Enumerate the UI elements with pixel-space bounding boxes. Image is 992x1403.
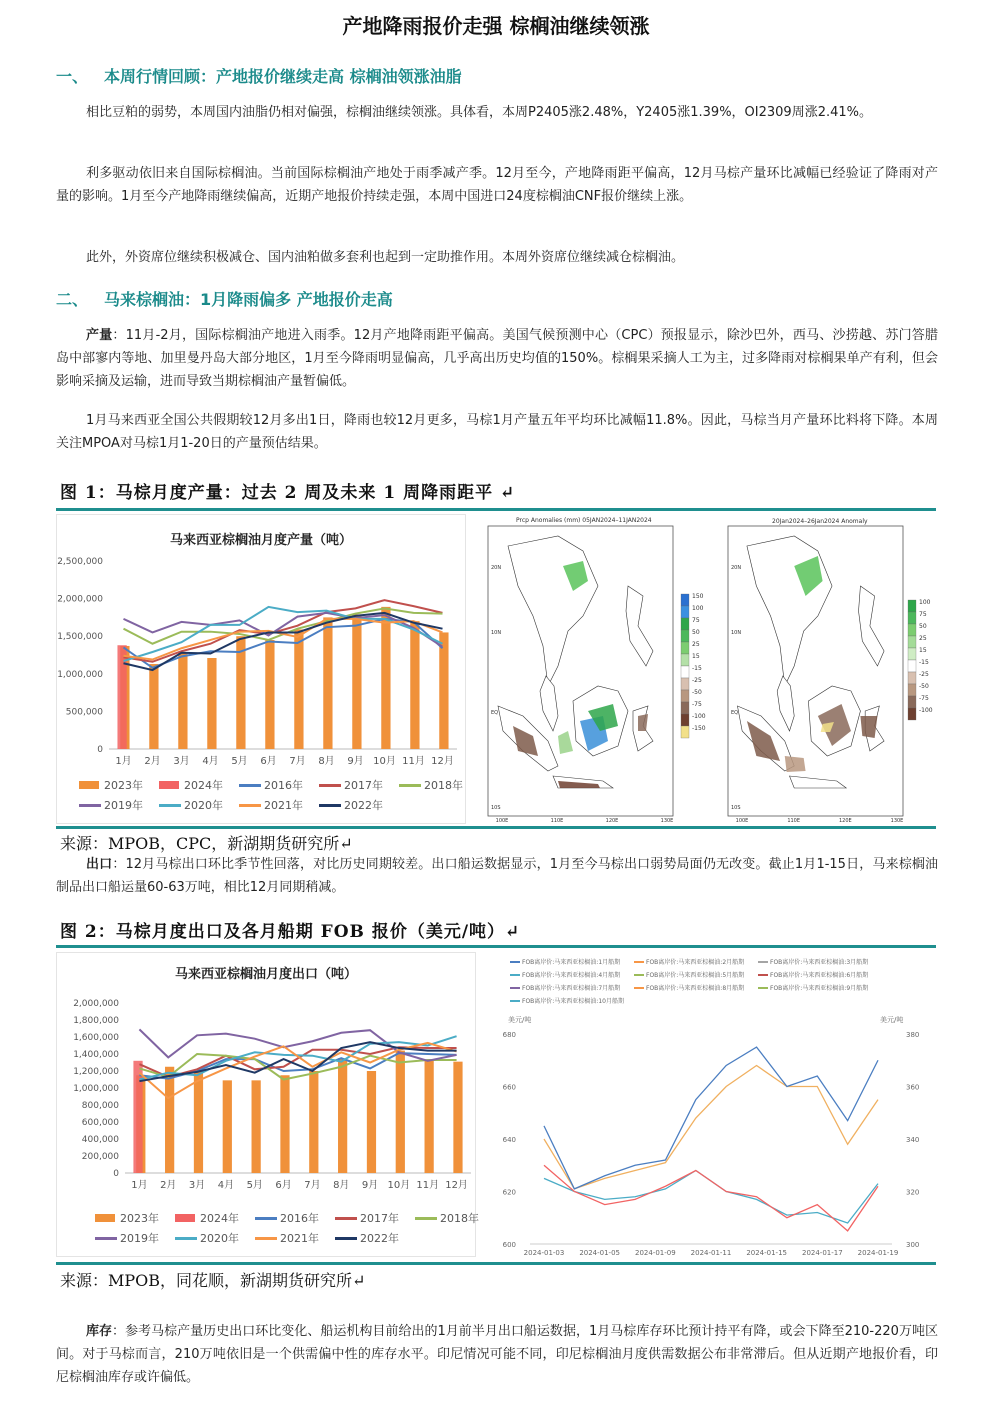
fob-legend-label: FOB离岸价:马来西亚棕榈油:10月船期	[522, 998, 624, 1005]
fob-legend-swatch	[634, 974, 644, 976]
rainfall-map-left	[468, 514, 718, 824]
colorbar-tick: 15	[692, 653, 700, 660]
colorbar-tick: 25	[692, 641, 700, 648]
section-2-heading	[56, 287, 393, 310]
colorbar-tick: -15	[692, 665, 702, 672]
fob-right-tick: 320	[906, 1188, 920, 1197]
colorbar-tick: 50	[692, 629, 700, 636]
y-tick-label: 400,000	[81, 1135, 119, 1145]
colorbar-cell	[908, 660, 916, 672]
x-tick-label: 9月	[347, 756, 364, 767]
legend-swatch	[335, 1217, 357, 1220]
colorbar-tick: -75	[919, 695, 929, 702]
legend-swatch	[175, 1214, 195, 1222]
rainfall-map-right-svg	[720, 514, 936, 824]
y-tick-label: 1,800,000	[73, 1016, 119, 1026]
colorbar-cell	[681, 666, 689, 678]
legend-label: 2019年	[104, 799, 143, 812]
section-1-number: 一、	[56, 67, 89, 86]
bar-2023年	[223, 1080, 232, 1173]
colorbar-cell	[681, 690, 689, 702]
x-tick-label: 5月	[231, 756, 248, 767]
y-tick-label: 2,000,000	[73, 999, 119, 1009]
x-tick-label: 6月	[260, 756, 277, 767]
fob-left-unit: 美元/吨	[508, 1016, 532, 1024]
figure-2-top-rule	[56, 945, 936, 948]
y-tick-label: 0	[97, 745, 103, 755]
colorbar-cell	[681, 654, 689, 666]
legend-swatch	[335, 1237, 357, 1240]
legend-swatch	[255, 1217, 277, 1220]
colorbar-cell	[908, 612, 916, 624]
bar-2023年	[367, 1071, 376, 1173]
y-tick-label: 1,400,000	[73, 1050, 119, 1060]
map-left-colorbar	[681, 593, 706, 738]
x-tick-label: 2月	[160, 1180, 177, 1191]
legend-swatch	[79, 804, 101, 807]
bar-2024年	[133, 1061, 142, 1173]
x-tick-label: 6月	[275, 1180, 292, 1191]
fob-legend-label: FOB离岸价:马来西亚棕榈油:7月船期	[522, 985, 621, 992]
fob-legend-swatch	[634, 961, 644, 963]
y-tick-label: 2,500,000	[57, 557, 103, 567]
fob-right-tick: 340	[906, 1136, 920, 1144]
legend-swatch	[415, 1217, 437, 1220]
legend-label: 2017年	[344, 779, 383, 792]
y-tick-label: 200,000	[81, 1152, 119, 1162]
colorbar-cell	[681, 702, 689, 714]
fob-legend-swatch	[758, 961, 768, 963]
x-tick-label: 4月	[217, 1180, 235, 1191]
map-lon-label: 110E	[550, 818, 564, 824]
bar-2023年	[425, 1060, 434, 1173]
fob-series-line	[544, 1171, 878, 1224]
section-2-title: 马来棕榈油：1月降雨偏多 产地报价走高	[104, 290, 393, 309]
map-lat-label: 10S	[491, 805, 501, 811]
legend-label: 2020年	[184, 799, 223, 812]
x-tick-label: 5月	[246, 1180, 263, 1191]
fob-x-tick: 2024-01-09	[634, 1249, 676, 1257]
fob-legend-swatch	[634, 987, 644, 989]
legend-label: 2017年	[360, 1212, 399, 1225]
colorbar-tick: 75	[919, 611, 927, 618]
legend-swatch	[239, 784, 261, 787]
colorbar-cell	[681, 726, 689, 738]
map-right-colorbar	[908, 599, 933, 720]
legend-label: 2023年	[104, 779, 143, 792]
colorbar-cell	[908, 672, 916, 684]
map-lat-label: 10N	[731, 630, 742, 636]
figure-1-title: 图 1：马棕月度产量：过去 2 周及未来 1 周降雨距平 ↵	[60, 483, 516, 503]
fob-left-tick: 620	[502, 1188, 516, 1197]
x-tick-label: 8月	[318, 756, 335, 767]
legend-swatch	[255, 1237, 277, 1240]
legend-swatch	[399, 784, 421, 787]
section-1-paragraph-1: 相比豆粕的弱势，本周国内油脂仍相对偏强，棕榈油继续领涨。具体看，本周P2405涨2.48%，Y2405涨1.39%，OI2309周涨2.41%。	[86, 105, 872, 120]
colorbar-cell	[681, 618, 689, 630]
section-1-paragraph-3: 此外，外资席位继续积极减仓、国内油粕做多套利也起到一定助推作用。本周外资席位继续减仓棕榈油。	[86, 250, 685, 265]
rainfall-map-left-svg	[468, 514, 718, 824]
legend-label: 2020年	[200, 1232, 239, 1245]
production-text: ：11月-2月，国际棕榈油产地进入雨季。12月产地降雨距平偏高。美国气候预测中心（CPC）预报显示，除沙巴外，西马、沙捞越、苏门答腊岛中部寥内等地、加里曼丹岛大部分地区，1月至今降雨明显偏高，几乎高出历史均值的150%。棕榈果采摘人工为主，过多降雨对棕榈果单产有利，但会影响采摘及运输，进而导致当期棕榈油产量暂偏低。	[56, 328, 938, 389]
section-2-paragraph-inventory	[56, 1320, 938, 1389]
x-tick-label: 1月	[131, 1180, 148, 1191]
colorbar-cell	[681, 642, 689, 654]
section-1-title: 本周行情回顾：产地报价继续走高 棕榈油领涨油脂	[104, 67, 462, 86]
colorbar-cell	[681, 594, 689, 606]
x-tick-label: 9月	[361, 1180, 379, 1191]
fob-legend-swatch	[758, 974, 768, 976]
map-lon-label: 120E	[605, 818, 619, 824]
colorbar-tick: 75	[692, 617, 700, 624]
bar-2023年	[207, 658, 216, 749]
colorbar-cell	[908, 648, 916, 660]
colorbar-cell	[908, 696, 916, 708]
bar-2023年	[265, 640, 274, 749]
fob-legend-swatch	[510, 974, 520, 976]
legend-swatch	[319, 804, 341, 807]
legend-swatch	[95, 1214, 115, 1222]
bar-2023年	[294, 629, 303, 749]
fob-legend-swatch	[510, 1000, 520, 1002]
fob-x-tick: 2024-01-11	[690, 1249, 732, 1257]
legend-swatch	[95, 1237, 117, 1240]
x-tick-label: 10月	[373, 756, 396, 767]
x-tick-label: 10月	[387, 1180, 411, 1191]
export-chart	[57, 953, 479, 1256]
bar-2023年	[178, 652, 187, 749]
fob-legend-label: FOB离岸价:马来西亚棕榈油:4月船期	[522, 972, 621, 979]
fob-series-line	[544, 1066, 878, 1189]
fob-legend-swatch	[758, 987, 768, 989]
colorbar-cell	[681, 606, 689, 618]
x-tick-label: 11月	[402, 756, 425, 767]
fob-legend-label: FOB离岸价:马来西亚棕榈油:2月船期	[646, 959, 745, 966]
fob-series-line	[544, 1047, 878, 1189]
export-chart-title: 马来西亚棕榈油月度出口（吨）	[174, 967, 357, 982]
legend-swatch	[175, 1237, 197, 1240]
legend-swatch	[239, 804, 261, 807]
fob-legend-label: FOB离岸价:马来西亚棕榈油:6月船期	[770, 972, 869, 979]
map-right-lon-labels	[736, 818, 904, 824]
fob-right-tick: 360	[906, 1083, 920, 1092]
section-1-paragraph-2: 利多驱动依旧来自国际棕榈油。当前国际棕榈油产地处于雨季减产季。12月至今，产地降雨距平偏高，12月马棕产量环比减幅已经验证了降雨对产量的影响。1月至今产地降雨继续偏高，近期产地报价持续走强，本周中国进口24度棕榈油CNF报价继续上涨。	[56, 166, 938, 204]
x-tick-label: 12月	[431, 756, 454, 767]
bar-2023年	[323, 617, 332, 749]
fob-legend-label: FOB离岸价:马来西亚棕榈油:8月船期	[646, 985, 745, 992]
colorbar-tick: 50	[919, 623, 927, 630]
fob-chart	[480, 952, 936, 1257]
colorbar-cell	[908, 708, 916, 720]
colorbar-tick: 25	[919, 635, 927, 642]
fob-right-unit: 美元/吨	[880, 1016, 904, 1024]
bar-2023年	[352, 614, 361, 749]
map-right-title: 20Jan2024–26Jan2024 Anomaly	[772, 518, 868, 525]
map-lon-label: 100E	[495, 818, 509, 824]
colorbar-tick: -150	[692, 725, 706, 732]
page-title: 产地降雨报价走强 棕榈油继续领涨	[342, 14, 650, 38]
inventory-label: 库存	[86, 1324, 113, 1339]
legend-swatch	[319, 784, 341, 787]
fob-x-tick: 2024-01-05	[579, 1249, 621, 1257]
legend-label: 2016年	[264, 779, 303, 792]
legend-label: 2019年	[120, 1232, 159, 1245]
production-chart	[57, 515, 465, 823]
figure-1-bottom-rule	[56, 826, 936, 829]
legend-label: 2023年	[120, 1212, 159, 1225]
y-tick-label: 1,000,000	[57, 669, 103, 680]
legend-swatch	[159, 781, 179, 789]
map-lat-label: 10S	[731, 805, 741, 811]
fob-right-tick: 300	[906, 1241, 920, 1249]
colorbar-cell	[908, 636, 916, 648]
colorbar-tick: -25	[919, 671, 929, 678]
y-tick-label: 0	[113, 1169, 119, 1179]
y-tick-label: 1,000,000	[73, 1084, 119, 1094]
legend-label: 2022年	[344, 799, 383, 812]
legend-label: 2018年	[440, 1212, 479, 1225]
colorbar-tick: -50	[919, 683, 929, 690]
x-tick-label: 11月	[416, 1180, 440, 1191]
bar-2023年	[338, 1058, 347, 1173]
fob-legend-label: FOB离岸价:马来西亚棕榈油:9月船期	[770, 985, 869, 992]
map-left-lon-labels	[496, 818, 674, 824]
production-chart-panel	[56, 514, 466, 824]
colorbar-cell	[908, 684, 916, 696]
section-2-number: 二、	[56, 290, 89, 309]
colorbar-tick: 100	[692, 605, 704, 612]
colorbar-tick: -100	[919, 707, 933, 714]
colorbar-tick: -100	[692, 713, 706, 720]
legend-label: 2018年	[424, 779, 463, 792]
fob-legend-label: FOB离岸价:马来西亚棕榈油:3月船期	[770, 959, 869, 966]
bar-2023年	[309, 1071, 318, 1173]
fob-left-tick: 600	[502, 1241, 516, 1249]
colorbar-cell	[681, 678, 689, 690]
anomaly-patch	[785, 756, 806, 772]
legend-swatch	[159, 804, 181, 807]
x-tick-label: 3月	[188, 1180, 206, 1191]
y-tick-label: 2,000,000	[57, 594, 103, 605]
y-tick-label: 1,600,000	[73, 1033, 119, 1043]
inventory-text: ：参考马棕产量历史出口环比变化、船运机构目前给出的1月前半月出口船运数据，1月马棕库存环比预计持平有降，或会下降至210-220万吨区间。对于马棕而言，210万吨依旧是一个供需偏中性的库存水平。印尼情况可能不同，印尼棕榈油月度供需数据公布非常滞后。但从近期产地报价看，印尼棕榈油库存或许偏低。	[56, 1324, 938, 1385]
figure-2-bottom-rule	[56, 1262, 936, 1265]
legend-label: 2021年	[280, 1232, 319, 1245]
x-tick-label: 1月	[115, 756, 132, 767]
figure-2-source: 来源：MPOB，同花顺，新湖期货研究所↵	[60, 1271, 366, 1290]
map-lon-label: 110E	[787, 818, 801, 824]
colorbar-cell	[908, 600, 916, 612]
colorbar-cell	[681, 714, 689, 726]
colorbar-cell	[681, 630, 689, 642]
x-tick-label: 8月	[333, 1180, 350, 1191]
y-tick-label: 1,200,000	[73, 1067, 119, 1077]
fob-x-tick: 2024-01-03	[523, 1249, 565, 1257]
bar-2023年	[381, 607, 390, 749]
fob-legend-label: FOB离岸价:马来西亚棕榈油:5月船期	[646, 972, 745, 979]
bar-2023年	[453, 1062, 462, 1173]
bar-2023年	[165, 1067, 174, 1173]
fob-left-tick: 680	[502, 1031, 516, 1039]
bar-2023年	[410, 621, 419, 749]
colorbar-tick: 15	[919, 647, 927, 654]
fob-legend-swatch	[510, 961, 520, 963]
x-tick-label: 7月	[304, 1180, 321, 1191]
colorbar-tick: -50	[692, 689, 702, 696]
bar-2023年	[252, 1080, 261, 1173]
legend-label: 2024年	[184, 779, 223, 792]
fob-left-tick: 660	[502, 1083, 516, 1092]
section-2-paragraph-export	[56, 853, 938, 899]
fob-legend-swatch	[510, 987, 520, 989]
production-label: 产量	[86, 328, 113, 343]
map-lat-label: EQ	[731, 710, 739, 716]
colorbar-tick: 150	[692, 593, 704, 600]
fob-x-tick: 2024-01-19	[857, 1249, 899, 1257]
figure-1-source: 来源：MPOB，CPC，新湖期货研究所↵	[60, 834, 353, 853]
map-lat-label: 20N	[731, 565, 742, 571]
export-chart-panel	[56, 952, 479, 1257]
export-text: ：12月马棕出口环比季节性回落，对比历史同期较差。出口船运数据显示，1月至今马棕出口弱势局面仍无改变。截止1月1-15日，马来棕榈油制品出口船运量60-63万吨，相比12月同期稍减。	[56, 857, 938, 895]
x-tick-label: 3月	[173, 756, 190, 767]
colorbar-tick: 100	[919, 599, 931, 606]
y-tick-label: 600,000	[81, 1118, 119, 1128]
legend-swatch	[79, 781, 99, 789]
legend-label: 2022年	[360, 1232, 399, 1245]
legend-label: 2021年	[264, 799, 303, 812]
anomaly-patch	[860, 716, 877, 738]
bar-2023年	[149, 664, 158, 749]
legend-label: 2016年	[280, 1212, 319, 1225]
bar-2023年	[396, 1051, 405, 1173]
fob-chart-panel	[480, 952, 936, 1257]
map-lat-label: EQ	[491, 710, 499, 716]
colorbar-tick: -15	[919, 659, 929, 666]
map-lon-label: 100E	[735, 818, 749, 824]
map-lon-label: 130E	[660, 818, 674, 824]
fob-right-tick: 380	[906, 1031, 920, 1039]
fob-x-tick: 2024-01-17	[801, 1249, 843, 1257]
fob-legend-label: FOB离岸价:马来西亚棕榈油:1月船期	[522, 959, 621, 966]
section-2-paragraph-2: 1月马来西亚全国公共假期较12月多出1日，降雨也较12月更多，马棕1月产量五年平均环比减幅11.8%。因此，马棕当月产量环比料将下降。本周关注MPOA对马棕1月1-20日的产量预估结果。	[56, 413, 938, 451]
colorbar-tick: -25	[692, 677, 702, 684]
production-chart-title: 马来西亚棕榈油月度产量（吨）	[169, 533, 352, 548]
colorbar-cell	[908, 624, 916, 636]
section-2-paragraph-production	[56, 324, 938, 393]
y-tick-label: 800,000	[81, 1101, 119, 1111]
legend-label: 2024年	[200, 1212, 239, 1225]
map-lat-label: 10N	[491, 630, 502, 636]
section-1-heading	[56, 64, 462, 87]
fob-series-line	[544, 1165, 878, 1231]
export-label: 出口	[86, 857, 113, 872]
x-tick-label: 2月	[144, 756, 161, 767]
fob-x-tick: 2024-01-15	[746, 1249, 788, 1257]
x-tick-label: 7月	[289, 756, 306, 767]
x-tick-label: 12月	[445, 1180, 468, 1191]
rainfall-map-right	[720, 514, 936, 824]
figure-1-top-rule	[56, 508, 936, 511]
map-lon-label: 130E	[890, 818, 904, 824]
bar-2023年	[194, 1070, 203, 1173]
bar-2023年	[236, 636, 245, 749]
x-tick-label: 4月	[202, 756, 219, 767]
bar-2023年	[439, 632, 448, 749]
figure-2-title: 图 2：马棕月度出口及各月船期 FOB 报价（美元/吨）↵	[60, 922, 521, 942]
map-left-title: Prcp Anomalies (mm) 05JAN2024–11JAN2024	[516, 517, 652, 524]
map-lat-label: 20N	[491, 565, 502, 571]
colorbar-tick: -75	[692, 701, 702, 708]
bar-2023年	[280, 1075, 289, 1173]
y-tick-label: 500,000	[65, 707, 103, 718]
fob-left-tick: 640	[502, 1136, 516, 1144]
map-lon-label: 120E	[838, 818, 852, 824]
y-tick-label: 1,500,000	[57, 632, 103, 643]
